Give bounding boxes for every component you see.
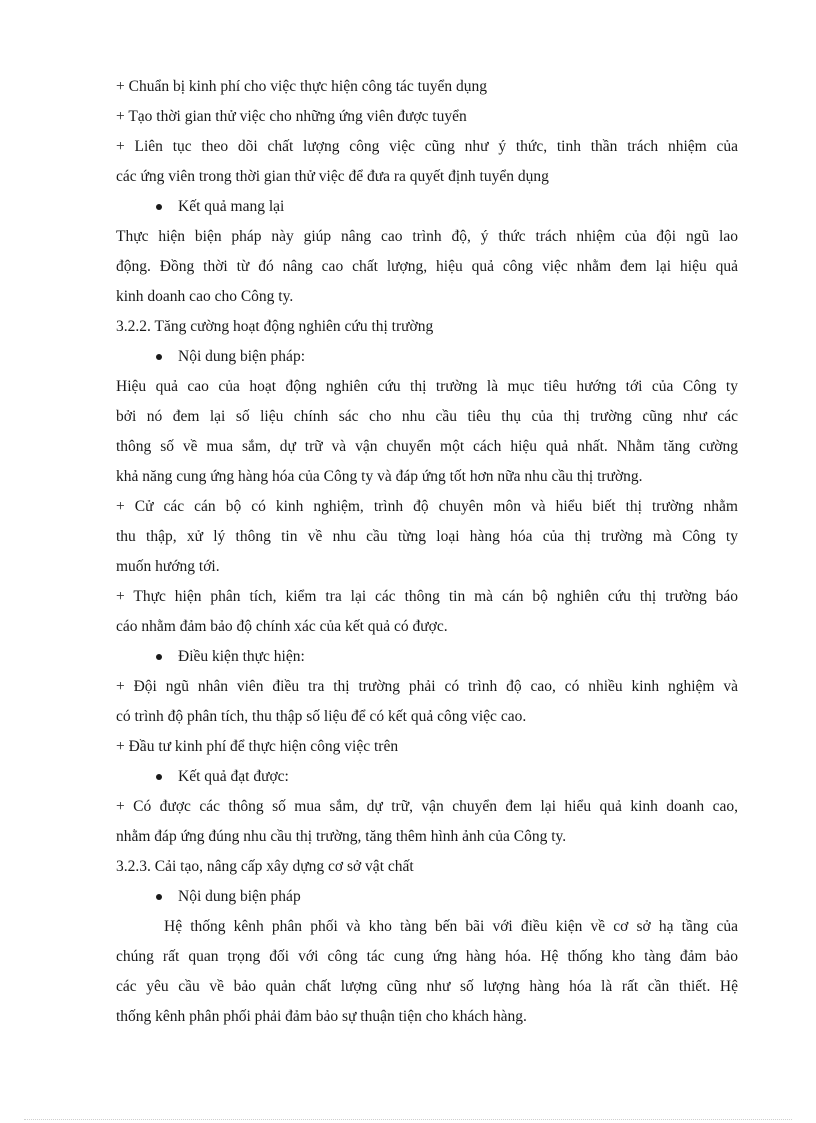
bullet-heading-text: Điều kiện thực hiện:	[178, 648, 305, 665]
bullet-heading	[116, 642, 738, 672]
bullet-dot-icon	[156, 354, 162, 360]
bullet-heading-text: Kết quả đạt được:	[178, 768, 289, 785]
page-bottom-divider	[24, 1119, 792, 1120]
text-line: + Đầu tư kinh phí để thực hiện công việc trên	[116, 738, 399, 755]
text-line: + Có được các thông số mua sắm, dự trữ, vận chuyển đem lại hiểu quả kinh doanh cao,	[116, 798, 738, 815]
text-line: động. Đồng thời từ đó nâng cao chất lượng, hiệu quả công việc nhằm đem lại hiệu quả	[116, 258, 738, 275]
text-line: Thực hiện biện pháp này giúp nâng cao trình độ, ý thức trách nhiệm của đội ngũ lao	[116, 228, 738, 245]
text-line: + Tạo thời gian thử việc cho những ứng viên được tuyển	[116, 108, 467, 125]
text-line: các yêu cầu về bảo quản chất lượng cũng như số lượng hàng hóa là rất cần thiết. Hệ	[116, 978, 738, 995]
bullet-heading-text: Nội dung biện pháp:	[178, 348, 305, 365]
bullet-heading	[116, 762, 738, 792]
text-line: Hiệu quả cao của hoạt động nghiên cứu thị trường là mục tiêu hướng tới của Công ty	[116, 378, 738, 395]
bullet-heading-text: Nội dung biện pháp	[178, 888, 301, 905]
text-line: + Cử các cán bộ có kinh nghiệm, trình độ chuyên môn và hiểu biết thị trường nhằm	[116, 498, 738, 515]
text-line: cáo nhằm đảm bảo độ chính xác của kết quả có được.	[116, 618, 448, 635]
bullet-dot-icon	[156, 774, 162, 780]
bullet-heading	[116, 882, 738, 912]
text-line: kinh doanh cao cho Công ty.	[116, 288, 294, 305]
bullet-dot-icon	[156, 204, 162, 210]
document-page	[116, 72, 738, 1032]
text-line: bởi nó đem lại số liệu chính sác cho nhu cầu tiêu thụ của thị trường cũng như các	[116, 408, 738, 425]
text-line: có trình độ phân tích, thu thập số liệu để có kết quả công việc cao.	[116, 708, 527, 725]
bullet-heading	[116, 342, 738, 372]
text-line: thông số về mua sắm, dự trữ và vận chuyển một cách hiệu quả nhất. Nhằm tăng cường	[116, 438, 738, 455]
text-line: khả năng cung ứng hàng hóa của Công ty và đáp ứng tốt hơn nữa nhu cầu thị trường.	[116, 468, 643, 485]
text-line: + Chuẩn bị kinh phí cho việc thực hiện công tác tuyển dụng	[116, 78, 487, 95]
bullet-heading	[116, 192, 738, 222]
text-line: chúng rất quan trọng đối với công tác cung ứng hàng hóa. Hệ thống kho tàng đảm bảo	[116, 948, 738, 965]
text-line: + Thực hiện phân tích, kiểm tra lại các thông tin mà cán bộ nghiên cứu thị trường báo	[116, 588, 738, 605]
text-line: muốn hướng tới.	[116, 558, 220, 575]
bullet-heading-text: Kết quả mang lại	[178, 198, 285, 215]
text-line: thu thập, xử lý thông tin về nhu cầu từng loại hàng hóa của thị trường mà Công ty	[116, 528, 738, 545]
section-heading: 3.2.3. Cải tạo, nâng cấp xây dựng cơ sở vật chất	[116, 858, 414, 875]
text-line: thống kênh phân phối phải đảm bảo sự thuận tiện cho khách hàng.	[116, 1008, 527, 1025]
text-line: + Liên tục theo dõi chất lượng công việc cũng như ý thức, tinh thần trách nhiệm của	[116, 138, 738, 155]
text-line: các ứng viên trong thời gian thử việc để đưa ra quyết định tuyển dụng	[116, 168, 549, 185]
text-line: Hệ thống kênh phân phối và kho tàng bến bãi với điều kiện về cơ sở hạ tầng của	[164, 918, 738, 935]
bullet-dot-icon	[156, 654, 162, 660]
text-line: + Đội ngũ nhân viên điều tra thị trường phải có trình độ cao, có nhiều kinh nghiệm và	[116, 678, 738, 695]
section-heading: 3.2.2. Tăng cường hoạt động nghiên cứu thị trường	[116, 318, 434, 335]
text-line: nhằm đáp ứng đúng nhu cầu thị trường, tăng thêm hình ảnh của Công ty.	[116, 828, 567, 845]
bullet-dot-icon	[156, 894, 162, 900]
